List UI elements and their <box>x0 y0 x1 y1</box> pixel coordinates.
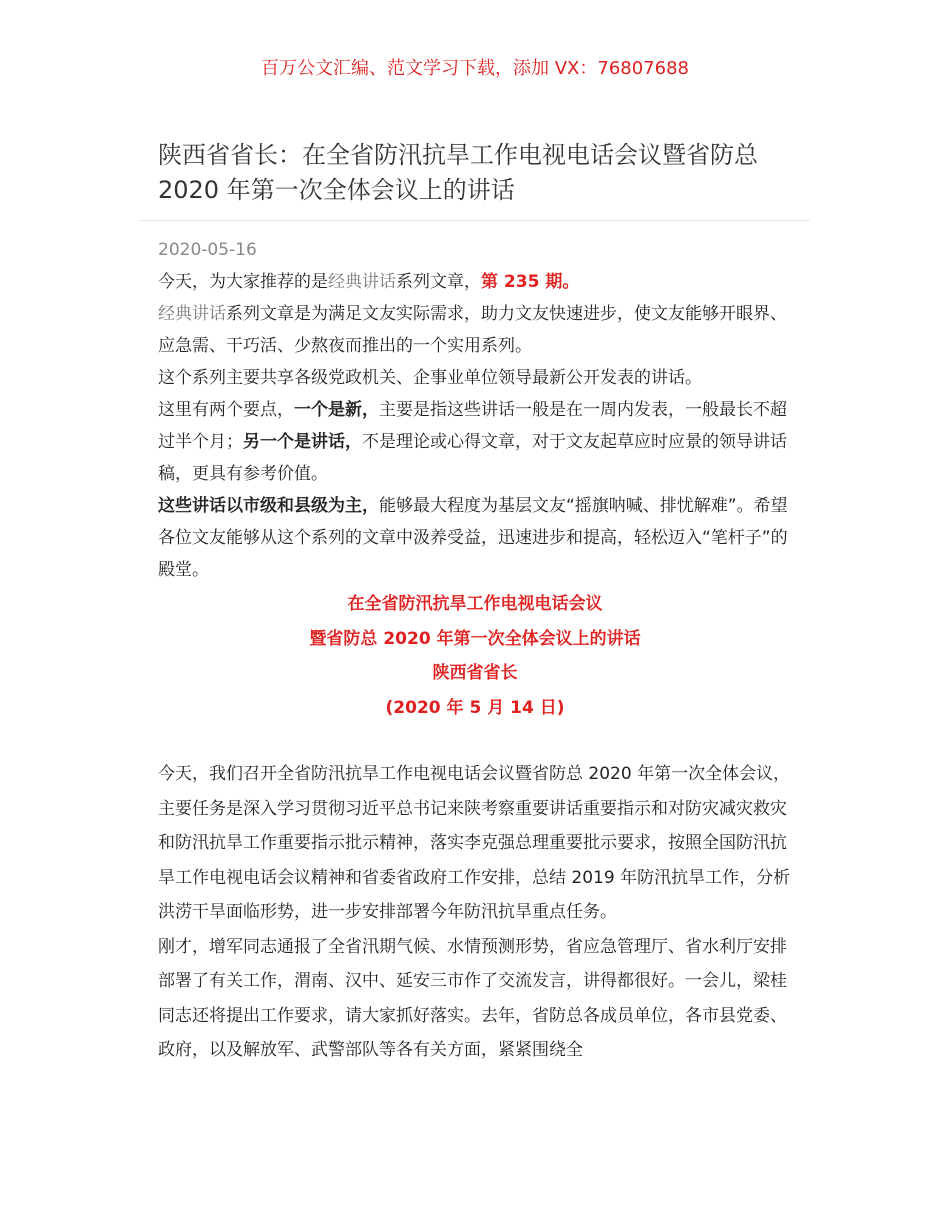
series-name: 经典讲话 <box>158 304 226 324</box>
intro-emphasis: 另一个是讲话， <box>243 432 362 452</box>
intro-emphasis: 一个是新， <box>294 400 379 420</box>
publish-date: 2020-05-16 <box>158 240 257 260</box>
speech-title-line: 暨省防总 2020 年第一次全体会议上的讲话 <box>309 628 641 649</box>
speech-body <box>158 757 796 1068</box>
series-name: 经典讲话 <box>328 272 396 292</box>
intro-text: 不是理论或心得文章，对于文友起草应时应景的领导讲话稿，更具有参考价值。 <box>158 432 787 484</box>
intro-emphasis: 这些讲话以市级和县级为主， <box>158 496 379 516</box>
series-intro <box>158 266 796 586</box>
intro-text: 能够最大程度为基层文友“摇旗呐喊、排忧解难”。希望各位文友能够从这个系列的文章中汲养受益，迅速进步和提高，轻松迈入“笔杆子”的殿堂。 <box>158 496 788 580</box>
promo-banner: 百万公文汇编、范文学习下载，添加 VX：76807688 <box>261 58 689 79</box>
intro-text: 系列文章， <box>396 272 481 292</box>
body-paragraph: 今天，我们召开全省防汛抗旱工作电视电话会议暨省防总 2020 年第一次全体会议，主要任务是深入学习贯彻习近平总书记来陕考察重要讲话重要指示和对防灾减灾救灾和防汛抗旱工作重要指示批示精神，落实李克强总理重要批示要求，按照全国防汛抗旱工作电视电话会议精神和省委省政府工作安排，总结 2019 年防汛抗旱工作，分析洪涝干旱面临形势，进一步安排部署今年防汛抗旱重点任务。 <box>158 764 791 922</box>
issue-number: 第 235 期。 <box>481 272 580 292</box>
body-paragraph: 刚才，增军同志通报了全省汛期气候、水情预测形势，省应急管理厅、省水利厅安排部署了有关工作，渭南、汉中、延安三市作了交流发言，讲得都很好。一会儿，梁桂同志还将提出工作要求，请大家抓好落实。去年，省防总各成员单位，各市县党委、政府，以及解放军、武警部队等各有关方面，紧紧围绕全 <box>158 936 787 1060</box>
speech-title-line: 在全省防汛抗旱工作电视电话会议 <box>347 594 603 614</box>
intro-paragraph <box>158 490 796 586</box>
speech-heading <box>0 587 950 725</box>
intro-text: 今天，为大家推荐的是 <box>158 272 328 292</box>
article-title: 陕西省省长：在全省防汛抗旱工作电视电话会议暨省防总 2020 年第一次全体会议上的讲话 <box>158 141 758 204</box>
speech-date: (2020 年 5 月 14 日) <box>385 697 565 718</box>
intro-text: 主要是指这些讲话一般是在一周内发表，一般最长不超过半个月； <box>158 400 787 452</box>
title-divider <box>140 220 810 221</box>
intro-text: 系列文章是为满足文友实际需求，助力文友快速进步，使文友能够开眼界、应急需、干巧活、少熬夜而推出的一个实用系列。 <box>158 304 787 356</box>
intro-text: 这里有两个要点， <box>158 400 294 420</box>
speech-speaker: 陕西省省长 <box>432 663 518 683</box>
intro-paragraph: 这个系列主要共享各级党政机关、企事业单位领导最新公开发表的讲话。 <box>158 368 702 388</box>
intro-paragraph <box>158 298 796 362</box>
intro-paragraph <box>158 266 796 298</box>
intro-paragraph <box>158 394 796 490</box>
